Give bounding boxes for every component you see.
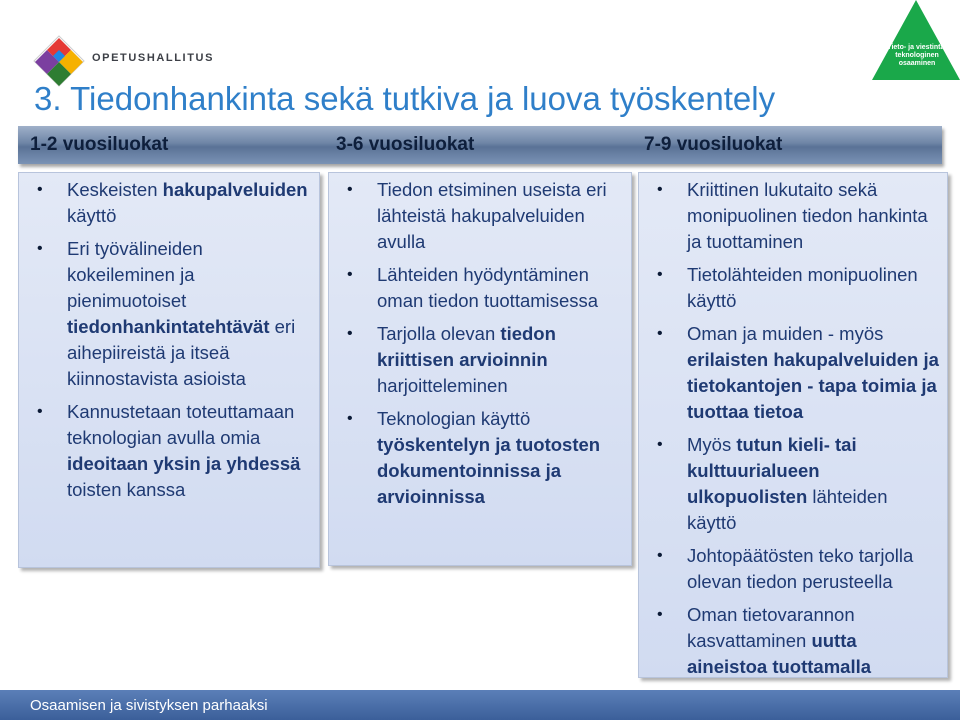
list-item: • Oman tietovarannon kasvattaminen uutta aineistoa tuottamalla bbox=[657, 602, 939, 680]
bullet-list bbox=[657, 177, 939, 680]
list-item: • Oman ja muiden - myös erilaisten hakupalveluiden ja tietokantojen - tapa toimia ja tuottaa tietoa bbox=[657, 321, 939, 425]
list-item: • Kannustetaan toteuttamaan teknologian avulla omia ideoitaan yksin ja yhdessä toisten kanssa bbox=[37, 399, 311, 503]
column-grades-3-6 bbox=[328, 172, 632, 566]
list-item: • Kriittinen lukutaito sekä monipuolinen tiedon hankinta ja tuottaminen bbox=[657, 177, 939, 255]
list-item: • Tietolähteiden monipuolinen käyttö bbox=[657, 262, 939, 314]
column-grades-7-9 bbox=[638, 172, 948, 678]
list-item: • Johtopäätösten teko tarjolla olevan tiedon perusteella bbox=[657, 543, 939, 595]
list-item: • Lähteiden hyödyntäminen oman tiedon tuottamisessa bbox=[347, 262, 623, 314]
ict-competence-badge-icon bbox=[872, 0, 960, 80]
org-name: OPETUSHALLITUS bbox=[92, 52, 215, 64]
footer-bar bbox=[0, 690, 960, 720]
grade-heading-7-9: 7-9 vuosiluokat bbox=[644, 134, 783, 155]
bullet-list bbox=[37, 177, 311, 503]
bullet-list bbox=[347, 177, 623, 510]
badge-text: Tieto- ja viestintä-teknologinen osaaminen bbox=[887, 44, 947, 67]
footer-slogan: Osaamisen ja sivistyksen parhaaksi bbox=[30, 697, 268, 714]
grade-heading-3-6: 3-6 vuosiluokat bbox=[336, 134, 475, 155]
page-title: 3. Tiedonhankinta sekä tutkiva ja luova työskentely bbox=[34, 80, 776, 117]
list-item: • Myös tutun kieli- tai kulttuurialueen ulkopuolisten lähteiden käyttö bbox=[657, 432, 939, 536]
list-item: • Keskeisten hakupalveluiden käyttö bbox=[37, 177, 311, 229]
list-item: • Tarjolla olevan tiedon kriittisen arvioinnin harjoitteleminen bbox=[347, 321, 623, 399]
list-item: • Eri työvälineiden kokeileminen ja pienimuotoiset tiedonhankintatehtävät eri aihepiireistä ja itseä kiinnostavista asioista bbox=[37, 236, 311, 392]
list-item: • Tiedon etsiminen useista eri lähteistä hakupalveluiden avulla bbox=[347, 177, 623, 255]
grade-heading-1-2: 1-2 vuosiluokat bbox=[30, 134, 169, 155]
grade-header-bar bbox=[18, 126, 942, 164]
list-item: • Teknologian käyttö työskentelyn ja tuotosten dokumentoinnissa ja arvioinnissa bbox=[347, 406, 623, 510]
column-grades-1-2 bbox=[18, 172, 320, 568]
